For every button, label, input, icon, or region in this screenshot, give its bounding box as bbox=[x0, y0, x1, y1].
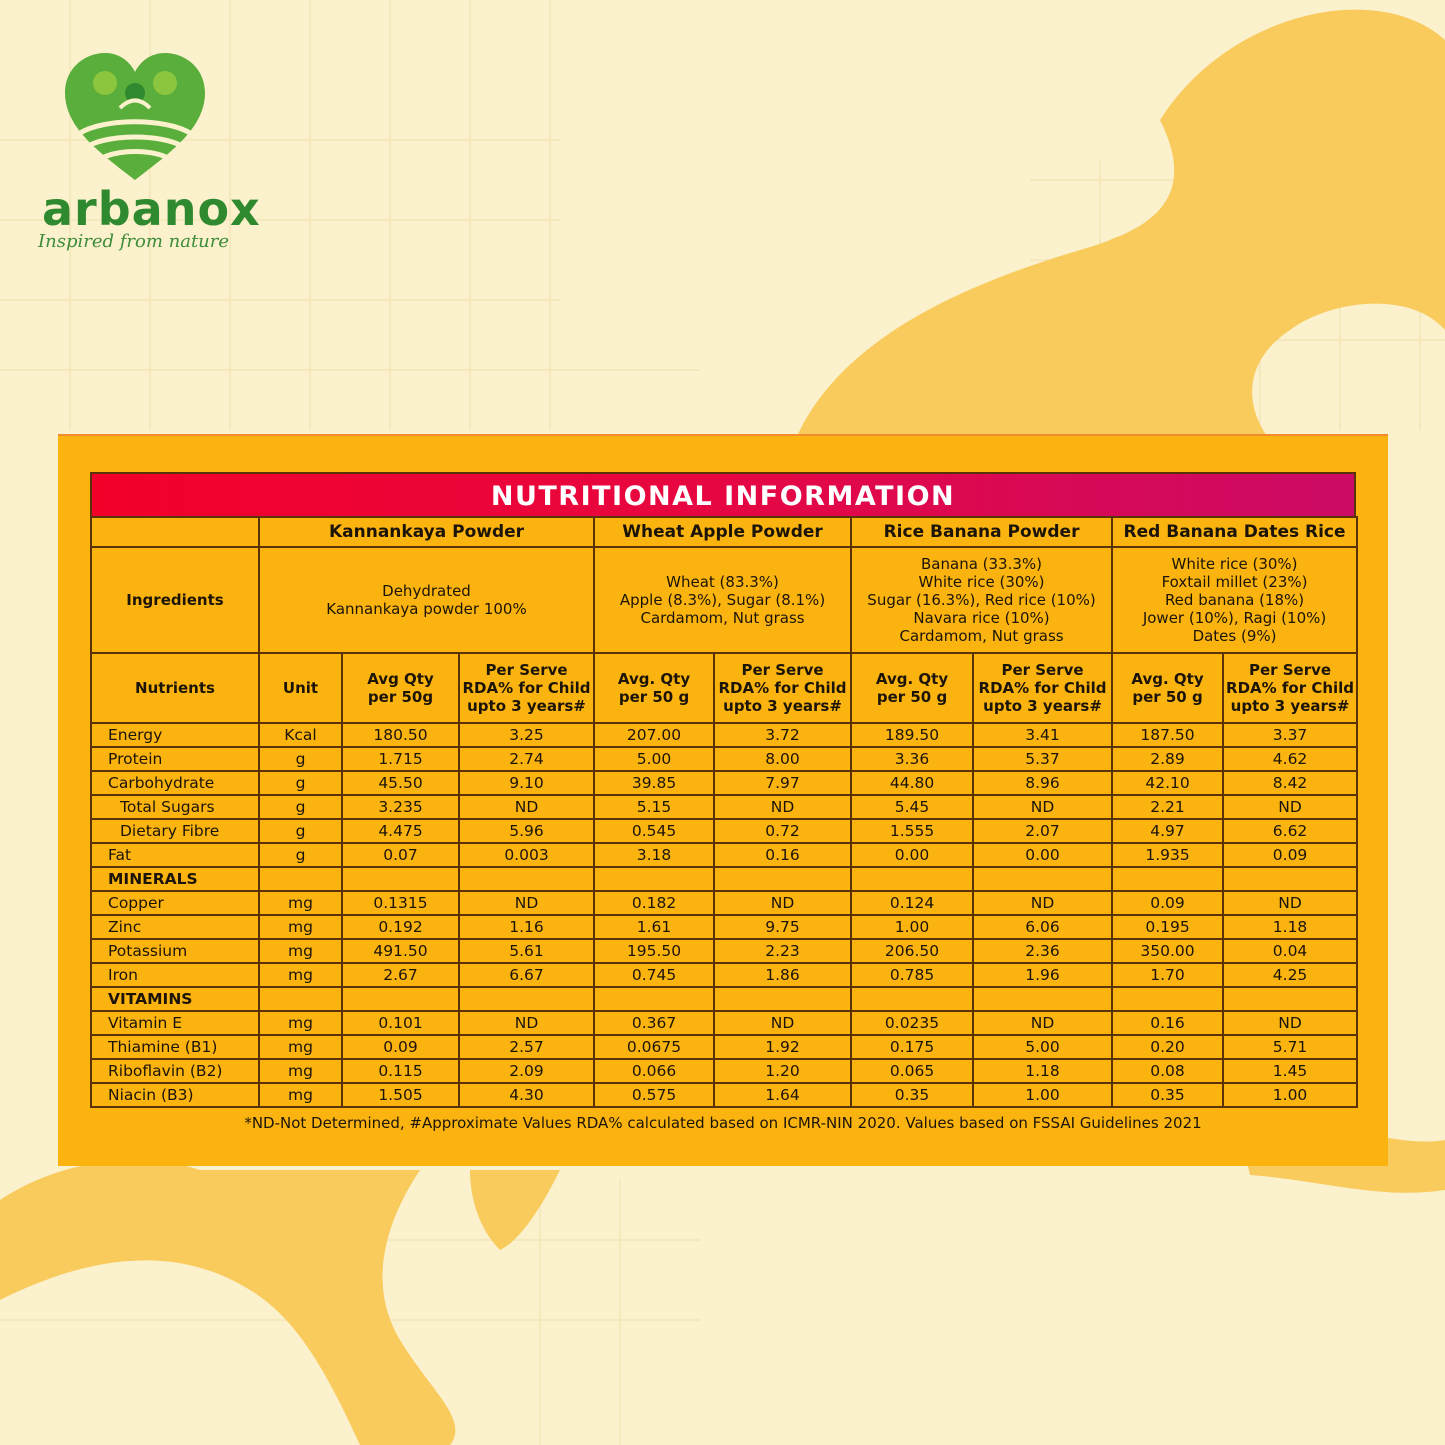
cell-line: Avg. Qty bbox=[617, 670, 691, 688]
rda-cell: 4.25 bbox=[1223, 963, 1357, 987]
ingredients-label: Ingredients bbox=[91, 547, 259, 653]
rda-cell: 0.72 bbox=[714, 819, 851, 843]
nutrient-name: Protein bbox=[91, 747, 259, 771]
rda-cell: 2.07 bbox=[973, 819, 1112, 843]
avg-qty-cell: 1.70 bbox=[1112, 963, 1223, 987]
cell-line: upto 3 years# bbox=[1230, 697, 1350, 715]
avg-qty-cell: 0.785 bbox=[851, 963, 973, 987]
nutrients-header: Nutrients bbox=[91, 653, 259, 723]
avg-qty-cell: 2.21 bbox=[1112, 795, 1223, 819]
avg-qty-cell: 2.89 bbox=[1112, 747, 1223, 771]
nutrient-name: Thiamine (B1) bbox=[91, 1035, 259, 1059]
rda-cell: 5.61 bbox=[459, 939, 594, 963]
nutrient-row bbox=[91, 843, 1357, 867]
cell-line: Dates (9%) bbox=[1192, 627, 1277, 645]
cell-line: RDA% for Child bbox=[462, 679, 591, 697]
nutrient-row bbox=[91, 939, 1357, 963]
empty-cell bbox=[851, 867, 973, 891]
unit-cell: mg bbox=[259, 1083, 342, 1107]
avg-qty-cell: 0.35 bbox=[1112, 1083, 1223, 1107]
avg-qty-cell: 42.10 bbox=[1112, 771, 1223, 795]
section-label: VITAMINS bbox=[91, 987, 259, 1011]
rda-cell: 5.37 bbox=[973, 747, 1112, 771]
rda-cell: ND bbox=[459, 891, 594, 915]
empty-cell bbox=[459, 867, 594, 891]
avg-qty-cell: 0.115 bbox=[342, 1059, 459, 1083]
unit-cell: g bbox=[259, 795, 342, 819]
cell-line: RDA% for Child bbox=[718, 679, 847, 697]
cell-line: Dehydrated bbox=[382, 582, 471, 600]
cell-line: Sugar (16.3%), Red rice (10%) bbox=[867, 591, 1096, 609]
rda-cell: 2.23 bbox=[714, 939, 851, 963]
avg-qty-cell: 189.50 bbox=[851, 723, 973, 747]
rda-cell: 0.04 bbox=[1223, 939, 1357, 963]
empty-cell bbox=[1223, 867, 1357, 891]
nutrition-table-wrapper bbox=[90, 472, 1356, 1132]
nutrient-row bbox=[91, 795, 1357, 819]
empty-cell bbox=[259, 987, 342, 1011]
rda-cell: 4.62 bbox=[1223, 747, 1357, 771]
avg-qty-cell: 0.08 bbox=[1112, 1059, 1223, 1083]
rda-cell: 6.67 bbox=[459, 963, 594, 987]
nutrient-name: Dietary Fibre bbox=[91, 819, 259, 843]
nutrient-name: Riboflavin (B2) bbox=[91, 1059, 259, 1083]
avg-qty-header-1 bbox=[594, 653, 714, 723]
nutrient-name: Copper bbox=[91, 891, 259, 915]
rda-cell: 1.00 bbox=[973, 1083, 1112, 1107]
nutrient-row bbox=[91, 915, 1357, 939]
unit-cell: mg bbox=[259, 939, 342, 963]
section-row bbox=[91, 867, 1357, 891]
empty-corner-cell bbox=[91, 517, 259, 547]
rda-cell: 1.18 bbox=[973, 1059, 1112, 1083]
avg-qty-cell: 1.935 bbox=[1112, 843, 1223, 867]
avg-qty-cell: 0.16 bbox=[1112, 1011, 1223, 1035]
avg-qty-cell: 1.505 bbox=[342, 1083, 459, 1107]
brand-logo bbox=[36, 48, 261, 258]
cell-line: Cardamom, Nut grass bbox=[640, 609, 805, 627]
empty-cell bbox=[342, 987, 459, 1011]
rda-header-0 bbox=[459, 653, 594, 723]
rda-cell: 8.42 bbox=[1223, 771, 1357, 795]
rda-cell: ND bbox=[973, 891, 1112, 915]
brand-tagline: Inspired from nature bbox=[38, 231, 230, 252]
avg-qty-cell: 0.182 bbox=[594, 891, 714, 915]
avg-qty-cell: 5.15 bbox=[594, 795, 714, 819]
avg-qty-cell: 5.45 bbox=[851, 795, 973, 819]
nutrient-row bbox=[91, 819, 1357, 843]
rda-cell: ND bbox=[973, 1011, 1112, 1035]
avg-qty-cell: 350.00 bbox=[1112, 939, 1223, 963]
rda-cell: 2.74 bbox=[459, 747, 594, 771]
unit-cell: mg bbox=[259, 1011, 342, 1035]
avg-qty-cell: 0.745 bbox=[594, 963, 714, 987]
rda-cell: 7.97 bbox=[714, 771, 851, 795]
ingredients-cell-1 bbox=[594, 547, 851, 653]
cell-line: Avg. Qty bbox=[875, 670, 949, 688]
avg-qty-cell: 3.18 bbox=[594, 843, 714, 867]
heart-leaf-logo-icon bbox=[60, 48, 210, 188]
avg-qty-cell: 0.575 bbox=[594, 1083, 714, 1107]
unit-cell: g bbox=[259, 819, 342, 843]
rda-cell: 1.64 bbox=[714, 1083, 851, 1107]
product-name-0: Kannankaya Powder bbox=[259, 517, 594, 547]
rda-cell: 9.10 bbox=[459, 771, 594, 795]
empty-cell bbox=[342, 867, 459, 891]
avg-qty-cell: 1.555 bbox=[851, 819, 973, 843]
avg-qty-cell: 187.50 bbox=[1112, 723, 1223, 747]
cell-line: Per Serve bbox=[741, 661, 824, 679]
nutrient-name: Carbohydrate bbox=[91, 771, 259, 795]
avg-qty-cell: 0.066 bbox=[594, 1059, 714, 1083]
table-title: NUTRITIONAL INFORMATION bbox=[90, 472, 1356, 516]
cell-line: upto 3 years# bbox=[467, 697, 586, 715]
avg-qty-header-0 bbox=[342, 653, 459, 723]
rda-cell: 3.72 bbox=[714, 723, 851, 747]
ingredients-cell-3 bbox=[1112, 547, 1357, 653]
cell-line: Banana (33.3%) bbox=[921, 555, 1043, 573]
avg-qty-cell: 1.00 bbox=[851, 915, 973, 939]
rda-cell: ND bbox=[1223, 795, 1357, 819]
nutrient-row bbox=[91, 723, 1357, 747]
empty-cell bbox=[973, 987, 1112, 1011]
empty-cell bbox=[714, 987, 851, 1011]
cell-line: White rice (30%) bbox=[918, 573, 1045, 591]
nutrient-row bbox=[91, 1083, 1357, 1107]
cell-line: White rice (30%) bbox=[1171, 555, 1298, 573]
ingredients-cell-0 bbox=[259, 547, 594, 653]
avg-qty-cell: 0.124 bbox=[851, 891, 973, 915]
empty-cell bbox=[259, 867, 342, 891]
cell-line: per 50 g bbox=[876, 688, 948, 706]
empty-cell bbox=[714, 867, 851, 891]
rda-cell: ND bbox=[459, 795, 594, 819]
rda-cell: 2.36 bbox=[973, 939, 1112, 963]
avg-qty-cell: 1.61 bbox=[594, 915, 714, 939]
ingredients-cell-2 bbox=[851, 547, 1112, 653]
nutrient-name: Total Sugars bbox=[91, 795, 259, 819]
cell-line: upto 3 years# bbox=[983, 697, 1102, 715]
nutrient-row bbox=[91, 771, 1357, 795]
unit-cell: mg bbox=[259, 915, 342, 939]
unit-cell: mg bbox=[259, 891, 342, 915]
avg-qty-cell: 0.35 bbox=[851, 1083, 973, 1107]
rda-cell: 1.86 bbox=[714, 963, 851, 987]
cell-line: Wheat (83.3%) bbox=[666, 573, 779, 591]
rda-header-1 bbox=[714, 653, 851, 723]
nutrient-row bbox=[91, 1059, 1357, 1083]
cell-line: Jower (10%), Ragi (10%) bbox=[1142, 609, 1327, 627]
rda-cell: ND bbox=[1223, 1011, 1357, 1035]
rda-cell: 1.16 bbox=[459, 915, 594, 939]
rda-cell: 5.00 bbox=[973, 1035, 1112, 1059]
avg-qty-cell: 1.715 bbox=[342, 747, 459, 771]
product-header-row bbox=[91, 517, 1357, 547]
avg-qty-cell: 0.192 bbox=[342, 915, 459, 939]
rda-cell: 5.71 bbox=[1223, 1035, 1357, 1059]
unit-cell: Kcal bbox=[259, 723, 342, 747]
rda-cell: ND bbox=[1223, 891, 1357, 915]
rda-cell: ND bbox=[714, 891, 851, 915]
avg-qty-header-3 bbox=[1112, 653, 1223, 723]
avg-qty-cell: 0.195 bbox=[1112, 915, 1223, 939]
section-label: MINERALS bbox=[91, 867, 259, 891]
nutrient-name: Vitamin E bbox=[91, 1011, 259, 1035]
empty-cell bbox=[459, 987, 594, 1011]
brand-name: arbanox bbox=[42, 182, 261, 236]
cell-line: Cardamom, Nut grass bbox=[899, 627, 1064, 645]
product-name-1: Wheat Apple Powder bbox=[594, 517, 851, 547]
avg-qty-cell: 4.97 bbox=[1112, 819, 1223, 843]
unit-cell: mg bbox=[259, 1035, 342, 1059]
nutrient-name: Iron bbox=[91, 963, 259, 987]
rda-cell: 8.00 bbox=[714, 747, 851, 771]
avg-qty-cell: 207.00 bbox=[594, 723, 714, 747]
avg-qty-cell: 0.20 bbox=[1112, 1035, 1223, 1059]
avg-qty-cell: 0.0235 bbox=[851, 1011, 973, 1035]
avg-qty-cell: 0.101 bbox=[342, 1011, 459, 1035]
nutrient-row bbox=[91, 963, 1357, 987]
section-row bbox=[91, 987, 1357, 1011]
empty-cell bbox=[851, 987, 973, 1011]
cell-line: Avg. Qty bbox=[1131, 670, 1204, 688]
avg-qty-cell: 0.09 bbox=[342, 1035, 459, 1059]
avg-qty-cell: 2.67 bbox=[342, 963, 459, 987]
rda-cell: 0.16 bbox=[714, 843, 851, 867]
ingredients-row bbox=[91, 547, 1357, 653]
avg-qty-cell: 180.50 bbox=[342, 723, 459, 747]
avg-qty-cell: 44.80 bbox=[851, 771, 973, 795]
avg-qty-cell: 39.85 bbox=[594, 771, 714, 795]
avg-qty-cell: 4.475 bbox=[342, 819, 459, 843]
product-name-3: Red Banana Dates Rice bbox=[1112, 517, 1357, 547]
unit-cell: mg bbox=[259, 1059, 342, 1083]
cell-line: Navara rice (10%) bbox=[913, 609, 1050, 627]
empty-cell bbox=[1112, 867, 1223, 891]
nutrient-name: Fat bbox=[91, 843, 259, 867]
empty-cell bbox=[1223, 987, 1357, 1011]
unit-cell: g bbox=[259, 843, 342, 867]
rda-header-2 bbox=[973, 653, 1112, 723]
rda-cell: ND bbox=[714, 795, 851, 819]
rda-cell: ND bbox=[973, 795, 1112, 819]
unit-header: Unit bbox=[259, 653, 342, 723]
cell-line: Per Serve bbox=[1001, 661, 1084, 679]
product-name-2: Rice Banana Powder bbox=[851, 517, 1112, 547]
cell-line: per 50g bbox=[367, 688, 434, 706]
avg-qty-cell: 3.36 bbox=[851, 747, 973, 771]
rda-cell: 1.45 bbox=[1223, 1059, 1357, 1083]
nutrition-panel bbox=[58, 434, 1388, 1166]
rda-cell: 9.75 bbox=[714, 915, 851, 939]
unit-cell: g bbox=[259, 747, 342, 771]
avg-qty-cell: 195.50 bbox=[594, 939, 714, 963]
empty-cell bbox=[1112, 987, 1223, 1011]
rda-cell: 0.00 bbox=[973, 843, 1112, 867]
rda-cell: 4.30 bbox=[459, 1083, 594, 1107]
cell-line: Avg Qty bbox=[367, 670, 434, 688]
nutrient-name: Energy bbox=[91, 723, 259, 747]
rda-cell: 8.96 bbox=[973, 771, 1112, 795]
rda-cell: 1.96 bbox=[973, 963, 1112, 987]
rda-cell: 2.57 bbox=[459, 1035, 594, 1059]
rda-cell: 5.96 bbox=[459, 819, 594, 843]
nutrient-header-row bbox=[91, 653, 1357, 723]
cell-line: Apple (8.3%), Sugar (8.1%) bbox=[619, 591, 826, 609]
cell-line: RDA% for Child bbox=[1226, 679, 1355, 697]
avg-qty-cell: 0.09 bbox=[1112, 891, 1223, 915]
rda-cell: 2.09 bbox=[459, 1059, 594, 1083]
avg-qty-cell: 5.00 bbox=[594, 747, 714, 771]
footnote: *ND-Not Determined, #Approximate Values RDA% calculated based on ICMR-NIN 2020. Values based on FSSAI Guidelines 2021 bbox=[244, 1114, 1202, 1132]
avg-qty-cell: 0.367 bbox=[594, 1011, 714, 1035]
rda-cell: 1.18 bbox=[1223, 915, 1357, 939]
nutrient-name: Potassium bbox=[91, 939, 259, 963]
avg-qty-cell: 491.50 bbox=[342, 939, 459, 963]
avg-qty-header-2 bbox=[851, 653, 973, 723]
avg-qty-cell: 0.065 bbox=[851, 1059, 973, 1083]
rda-cell: 3.37 bbox=[1223, 723, 1357, 747]
empty-cell bbox=[594, 867, 714, 891]
rda-cell: 0.003 bbox=[459, 843, 594, 867]
rda-cell: 6.06 bbox=[973, 915, 1112, 939]
avg-qty-cell: 0.545 bbox=[594, 819, 714, 843]
nutrient-name: Zinc bbox=[91, 915, 259, 939]
rda-cell: 1.92 bbox=[714, 1035, 851, 1059]
cell-line: Kannankaya powder 100% bbox=[326, 600, 527, 618]
avg-qty-cell: 0.1315 bbox=[342, 891, 459, 915]
avg-qty-cell: 45.50 bbox=[342, 771, 459, 795]
cell-line: Per Serve bbox=[1248, 661, 1332, 679]
nutrition-table bbox=[90, 516, 1358, 1108]
nutrient-row bbox=[91, 1011, 1357, 1035]
avg-qty-cell: 206.50 bbox=[851, 939, 973, 963]
rda-cell: ND bbox=[714, 1011, 851, 1035]
avg-qty-cell: 3.235 bbox=[342, 795, 459, 819]
rda-cell: 0.09 bbox=[1223, 843, 1357, 867]
avg-qty-cell: 0.00 bbox=[851, 843, 973, 867]
rda-cell: 3.25 bbox=[459, 723, 594, 747]
rda-cell: 1.20 bbox=[714, 1059, 851, 1083]
nutrient-name: Niacin (B3) bbox=[91, 1083, 259, 1107]
rda-cell: 1.00 bbox=[1223, 1083, 1357, 1107]
cell-line: Red banana (18%) bbox=[1164, 591, 1305, 609]
cell-line: per 50 g bbox=[1132, 688, 1203, 706]
avg-qty-cell: 0.0675 bbox=[594, 1035, 714, 1059]
unit-cell: mg bbox=[259, 963, 342, 987]
nutrient-row bbox=[91, 1035, 1357, 1059]
avg-qty-cell: 0.07 bbox=[342, 843, 459, 867]
rda-cell: 6.62 bbox=[1223, 819, 1357, 843]
cell-line: upto 3 years# bbox=[723, 697, 842, 715]
nutrient-row bbox=[91, 747, 1357, 771]
nutrient-row bbox=[91, 891, 1357, 915]
cell-line: per 50 g bbox=[618, 688, 690, 706]
empty-cell bbox=[973, 867, 1112, 891]
cell-line: Per Serve bbox=[485, 661, 568, 679]
cell-line: Foxtail millet (23%) bbox=[1161, 573, 1308, 591]
empty-cell bbox=[594, 987, 714, 1011]
rda-header-3 bbox=[1223, 653, 1357, 723]
cell-line: RDA% for Child bbox=[978, 679, 1107, 697]
unit-cell: g bbox=[259, 771, 342, 795]
avg-qty-cell: 0.175 bbox=[851, 1035, 973, 1059]
rda-cell: ND bbox=[459, 1011, 594, 1035]
rda-cell: 3.41 bbox=[973, 723, 1112, 747]
